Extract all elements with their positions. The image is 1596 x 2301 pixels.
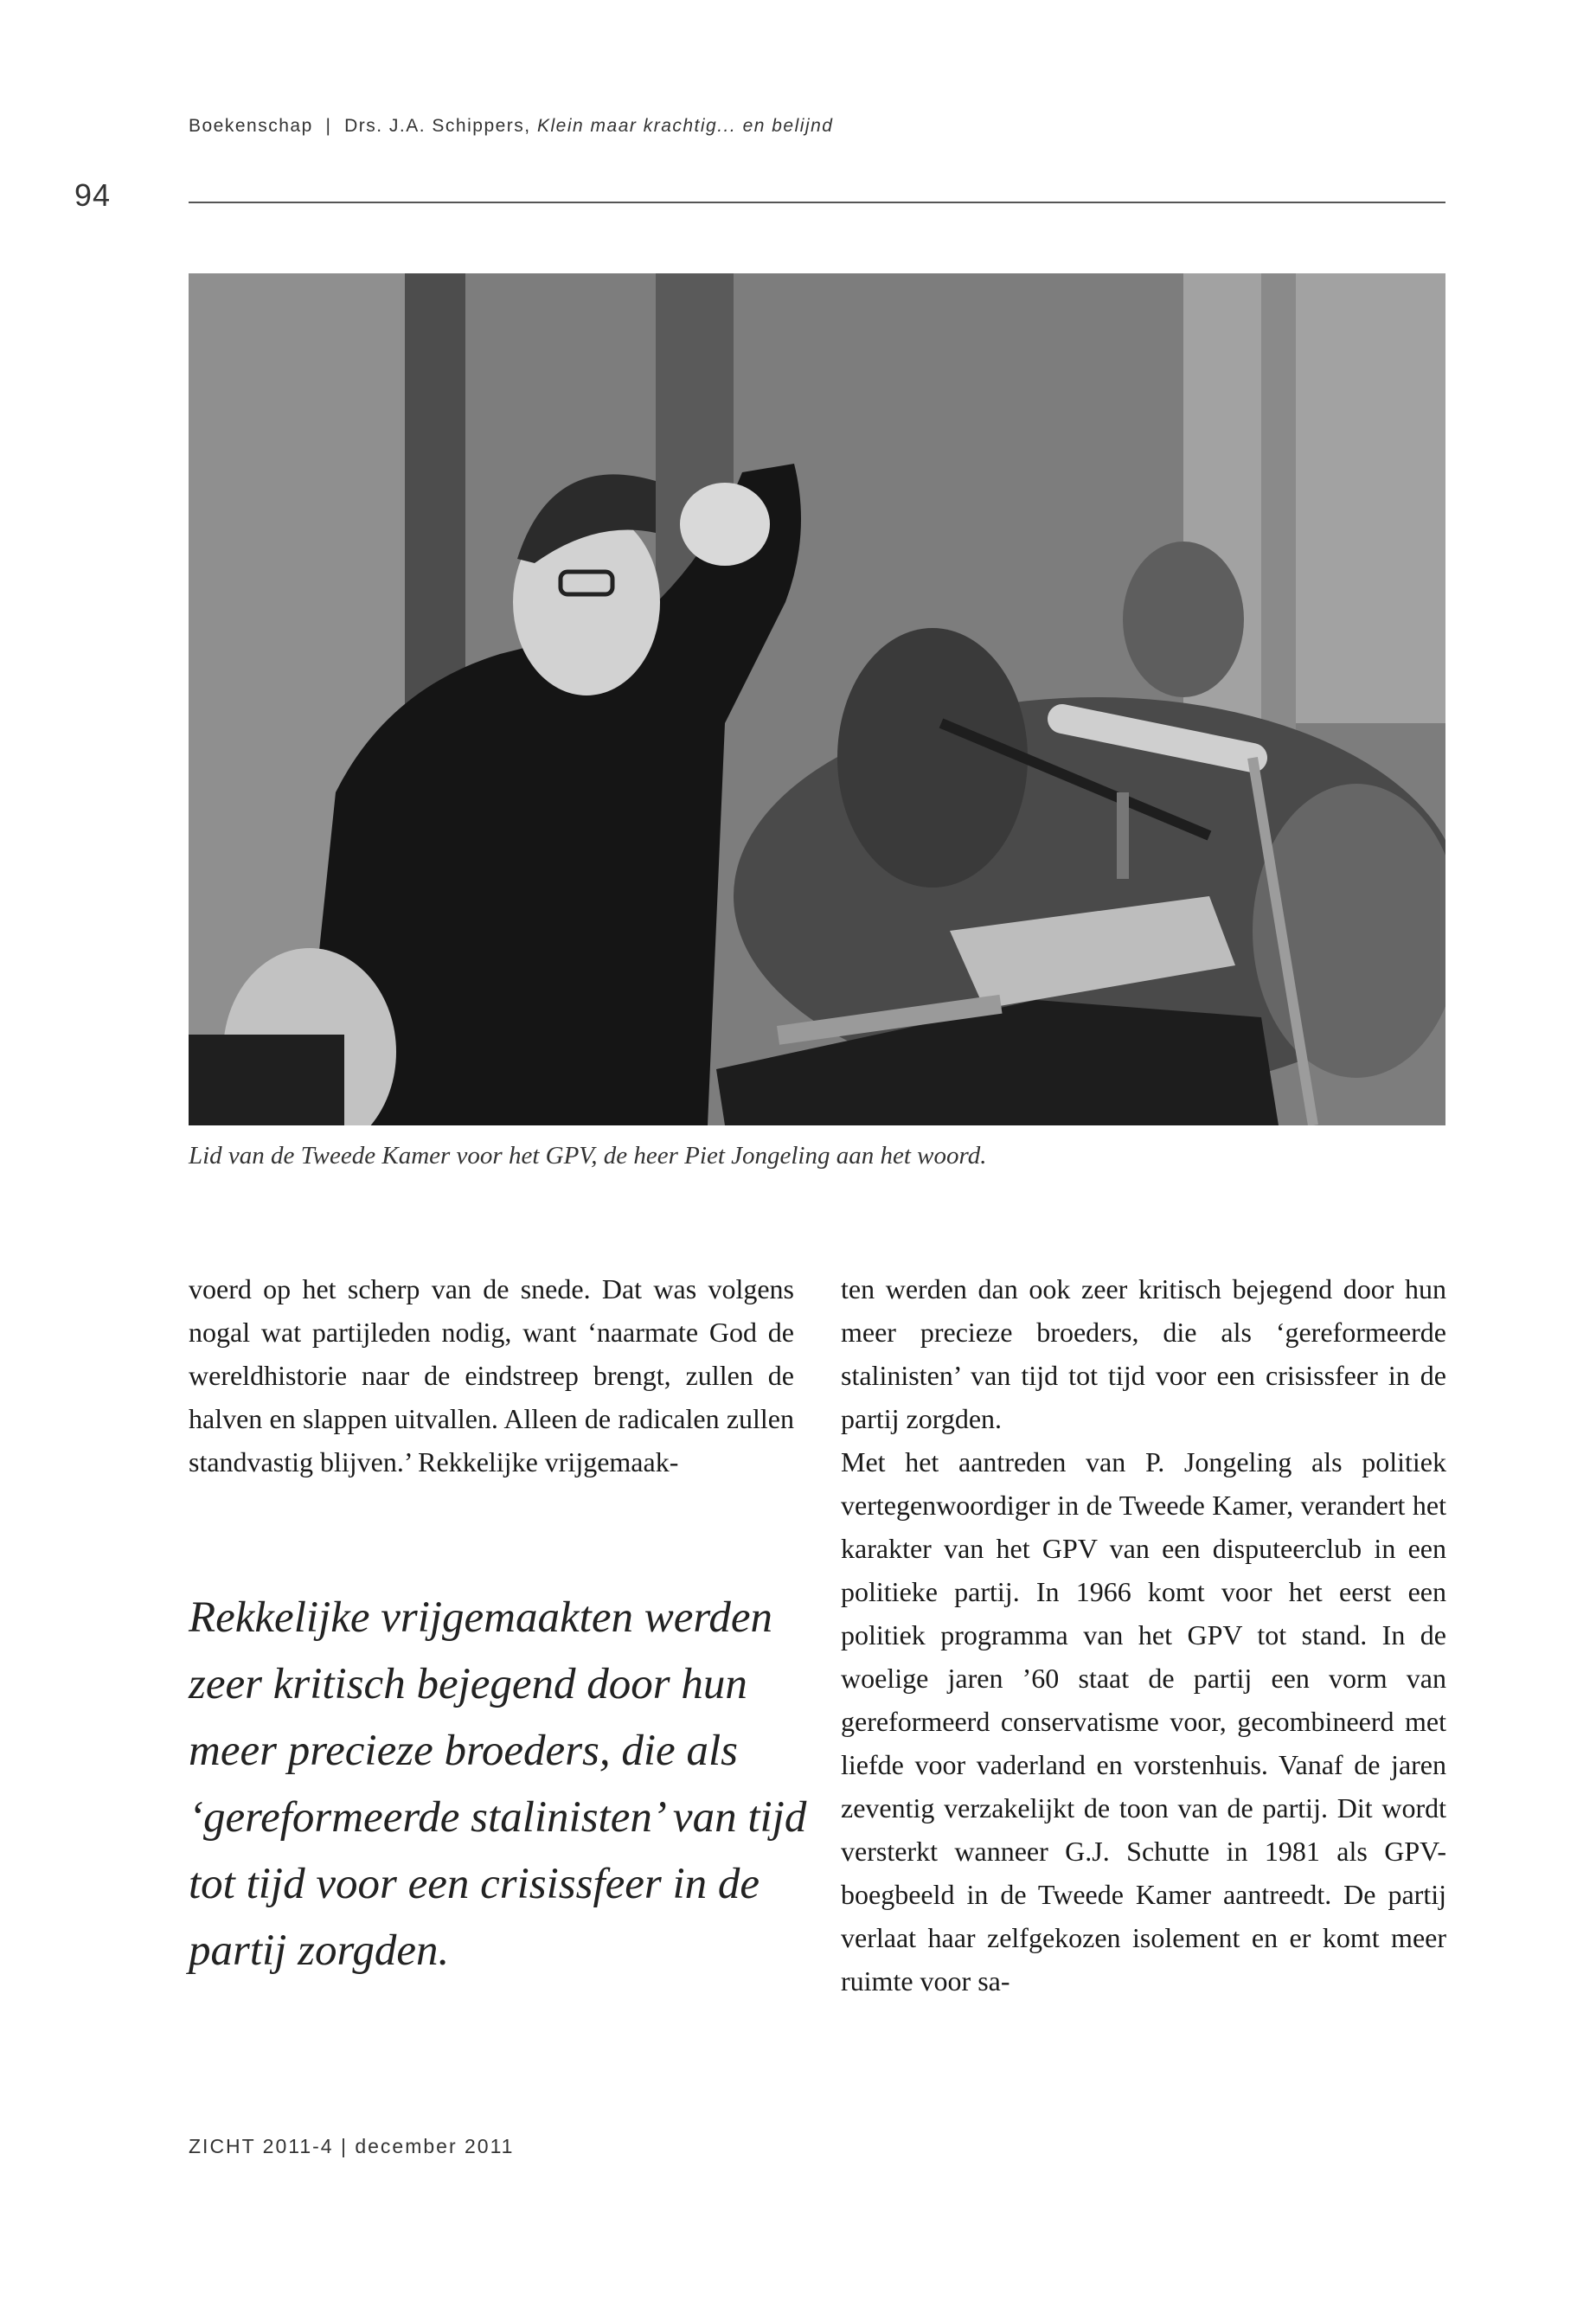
speaker-photo bbox=[189, 273, 1445, 1125]
left-column-text: voerd op het scherp van de snede. Dat was volgens nogal wat partijleden nodig, want ‘naarmate God de wereldhistorie naar de eindstreep brengt, zullen de halven en slappen uitvallen. Alleen de radicalen zullen standvastig blijven.’ Rekkelijke vrijgemaak- bbox=[189, 1273, 794, 1477]
right-column-paragraph-2: Met het aantreden van P. Jongeling als politiek vertegenwoordiger in de Tweede Kamer, verandert het karakter van het GPV van een disputeerclub in een politieke partij. In 1966 komt voor het eerst een politiek programma van het GPV tot stand. In de woelige jaren ’60 staat de partij een vorm van gereformeerd conservatisme voor, gecombineerd met liefde voor vaderland en vorstenhuis. Vanaf de jaren zeventig verzakelijkt de toon van de partij. Dit wordt versterkt wanneer G.J. Schutte in 1981 als GPV-boegbeeld in de Tweede Kamer aantreedt. De partij verlaat haar zelfgekozen isolement en er komt meer ruimte voor sa- bbox=[841, 1446, 1446, 1997]
header-separator: | bbox=[325, 116, 332, 136]
header-author: Drs. J.A. Schippers, bbox=[344, 116, 531, 136]
right-column bbox=[841, 1267, 1446, 2003]
running-header bbox=[189, 116, 833, 137]
pull-quote: Rekkelijke vrijgemaakten werden zeer kritisch bejegend door hun meer precieze broeders, die als ‘gereformeerde stalinisten’ van tijd tot tijd voor een crisissfeer in de partij zorgden. bbox=[189, 1593, 807, 1975]
page-number: 94 bbox=[74, 177, 112, 213]
left-column bbox=[189, 1267, 794, 1484]
speaker-photo-illustration bbox=[189, 273, 1445, 1125]
header-section: Boekenschap bbox=[189, 116, 313, 136]
right-column-paragraph-1: ten werden dan ook zeer kritisch bejegend door hun meer precieze broeders, die als ‘gereformeerde stalinisten’ van tijd tot tijd voor een crisissfeer in de partij zorgden. bbox=[841, 1273, 1446, 1434]
header-book-title: Klein maar krachtig... en belijnd bbox=[536, 116, 834, 136]
photo-caption: Lid van de Tweede Kamer voor het GPV, de heer Piet Jongeling aan het woord. bbox=[189, 1142, 987, 1170]
page-footer: ZICHT 2011-4 | december 2011 bbox=[189, 2135, 515, 2157]
header-rule bbox=[189, 202, 1445, 203]
